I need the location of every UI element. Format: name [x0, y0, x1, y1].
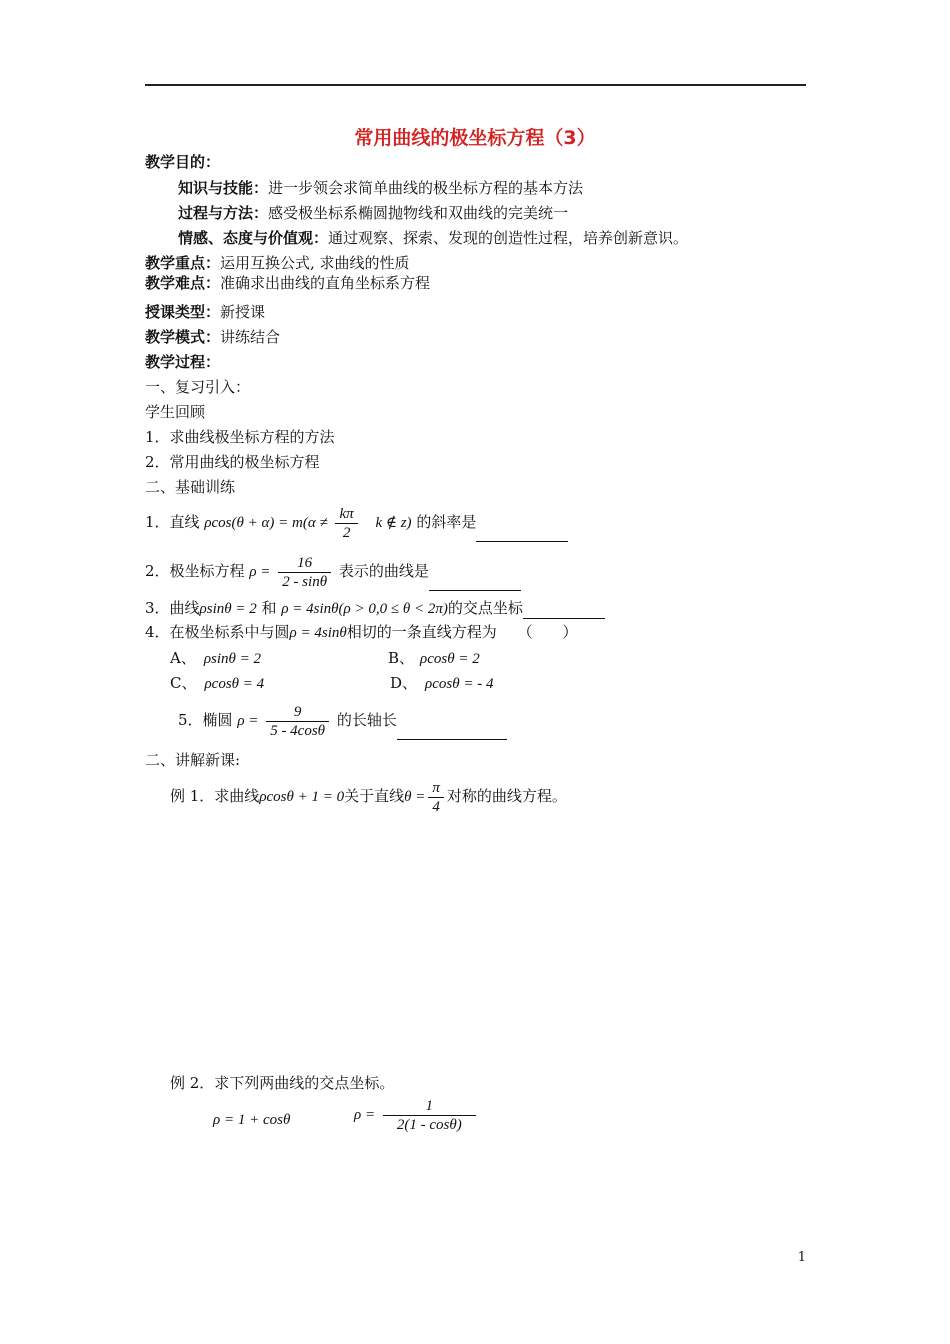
review-item: 2．常用曲线的极坐标方程	[145, 453, 320, 471]
frac-denominator: 4	[428, 797, 444, 816]
page-title: 常用曲线的极坐标方程（3）	[354, 127, 596, 149]
ex1-lhs: θ =	[404, 789, 426, 805]
key-label: 教学重点：	[145, 254, 221, 272]
diff-label: 教学难点：	[145, 274, 221, 292]
q5-suffix: 的长轴长	[336, 711, 397, 729]
ex1-prefix: 例 1．求曲线	[170, 787, 260, 805]
teaching-mode	[145, 327, 280, 347]
goal-text: 进一步领会求简单曲线的极坐标方程的基本方法	[268, 179, 584, 197]
q3-formula-1: ρsinθ = 2	[199, 601, 257, 617]
q3-formula-2: ρ = 4sinθ(ρ > 0,0 ≤ θ < 2π)	[281, 601, 448, 617]
q4-suffix: 相切的一条直线方程为	[346, 623, 497, 641]
option-formula: ρcosθ = - 4	[425, 676, 494, 692]
option-key: A、	[170, 649, 196, 667]
question-5	[178, 702, 507, 740]
ex1-fraction	[428, 779, 444, 816]
mode-label: 教学模式：	[145, 328, 221, 346]
example-1	[170, 778, 567, 816]
goal-text: 通过观察、探索、发现的创造性过程，培养创新意识。	[328, 229, 689, 247]
option-formula: ρsinθ = 2	[203, 651, 262, 667]
ex2-fraction	[383, 1097, 476, 1134]
frac-denominator: 2 - sinθ	[278, 572, 331, 591]
basic-heading: 二、基础训练	[145, 478, 236, 496]
goal-label: 过程与方法：	[178, 204, 269, 222]
question-1	[145, 504, 568, 542]
question-2	[145, 553, 521, 591]
question-4	[145, 622, 578, 643]
question-3	[145, 598, 605, 619]
ex2-curve-2	[354, 1096, 479, 1134]
frac-denominator: 5 - 4cosθ	[266, 721, 329, 740]
difficult-points	[145, 273, 430, 293]
frac-denominator: 2	[335, 523, 357, 542]
q1-condition: k ∉ z)	[375, 515, 412, 531]
ex1-suffix: 对称的曲线方程。	[446, 787, 567, 805]
review-heading: 一、复习引入：	[145, 378, 251, 396]
q1-prefix: 1．直线	[145, 513, 200, 531]
frac-numerator: 1	[425, 1097, 434, 1114]
option-key: D、	[390, 674, 418, 692]
answer-blank[interactable]	[476, 525, 568, 542]
q1-suffix: 的斜率是	[416, 513, 477, 531]
option-key: C、	[170, 674, 197, 692]
option-formula: ρcosθ = 4	[204, 676, 265, 692]
ex2-curve-1: ρ = 1 + cosθ	[213, 1112, 291, 1128]
q2-fraction	[278, 554, 331, 591]
type-label: 授课类型：	[145, 303, 221, 321]
mode-text: 讲练结合	[220, 328, 281, 346]
review-subheading: 学生回顾	[145, 403, 206, 421]
ex1-formula: ρcosθ + 1 = 0	[259, 789, 345, 805]
page-number: 1	[797, 1250, 806, 1265]
option-a	[170, 648, 261, 669]
goal-attitude	[178, 228, 688, 248]
q3-suffix: 的交点坐标	[447, 599, 523, 617]
q3-and: 和	[261, 599, 277, 617]
q4-answer-paren: （ ）	[517, 623, 578, 641]
goal-label: 知识与技能：	[178, 179, 269, 197]
lesson-type	[145, 302, 265, 322]
new-lesson-heading: 二、讲解新课:	[145, 751, 241, 769]
q2-prefix: 2．极坐标方程	[145, 562, 245, 580]
q1-formula: ρcos(θ + α) = m(α ≠	[204, 515, 328, 531]
ex1-middle: 关于直线	[344, 787, 405, 805]
q5-prefix: 5．椭圆	[178, 711, 233, 729]
q1-fraction	[335, 505, 357, 542]
answer-blank[interactable]	[429, 574, 521, 591]
q4-formula: ρ = 4sinθ	[289, 625, 347, 641]
q2-suffix: 表示的曲线是	[338, 562, 429, 580]
goal-text: 感受极坐标系椭圆抛物线和双曲线的完美统一	[268, 204, 569, 222]
answer-blank[interactable]	[397, 723, 507, 740]
frac-numerator: 16	[297, 554, 313, 571]
frac-denominator: 2(1 - cosθ)	[383, 1115, 476, 1134]
q2-lhs: ρ =	[249, 564, 271, 580]
q4-prefix: 4．在极坐标系中与圆	[145, 623, 290, 641]
key-points	[145, 253, 410, 273]
option-b	[388, 648, 480, 669]
diff-text: 准确求出曲线的直角坐标系方程	[220, 274, 431, 292]
goal-label: 情感、态度与价值观：	[178, 229, 329, 247]
process-heading: 教学过程：	[145, 353, 221, 371]
ex2-lhs: ρ =	[354, 1107, 376, 1123]
option-c	[170, 673, 264, 694]
example-2: 例 2．求下列两曲线的交点坐标。	[170, 1074, 395, 1092]
review-item: 1．求曲线极坐标方程的方法	[145, 428, 335, 446]
frac-numerator: 9	[293, 703, 302, 720]
key-text: 运用互换公式, 求曲线的性质	[220, 254, 410, 272]
q5-fraction	[266, 703, 329, 740]
goal-knowledge	[178, 178, 583, 198]
type-text: 新授课	[220, 303, 266, 321]
frac-numerator: kπ	[339, 505, 354, 522]
q5-lhs: ρ =	[237, 713, 259, 729]
q3-prefix: 3．曲线	[145, 599, 200, 617]
goal-process	[178, 203, 568, 223]
frac-numerator: π	[432, 779, 440, 796]
option-d	[390, 673, 493, 694]
header-rule	[145, 84, 806, 86]
option-formula: ρcosθ = 2	[420, 651, 480, 667]
answer-blank[interactable]	[523, 602, 605, 619]
option-key: B、	[388, 649, 415, 667]
goals-heading: 教学目的：	[145, 153, 221, 171]
